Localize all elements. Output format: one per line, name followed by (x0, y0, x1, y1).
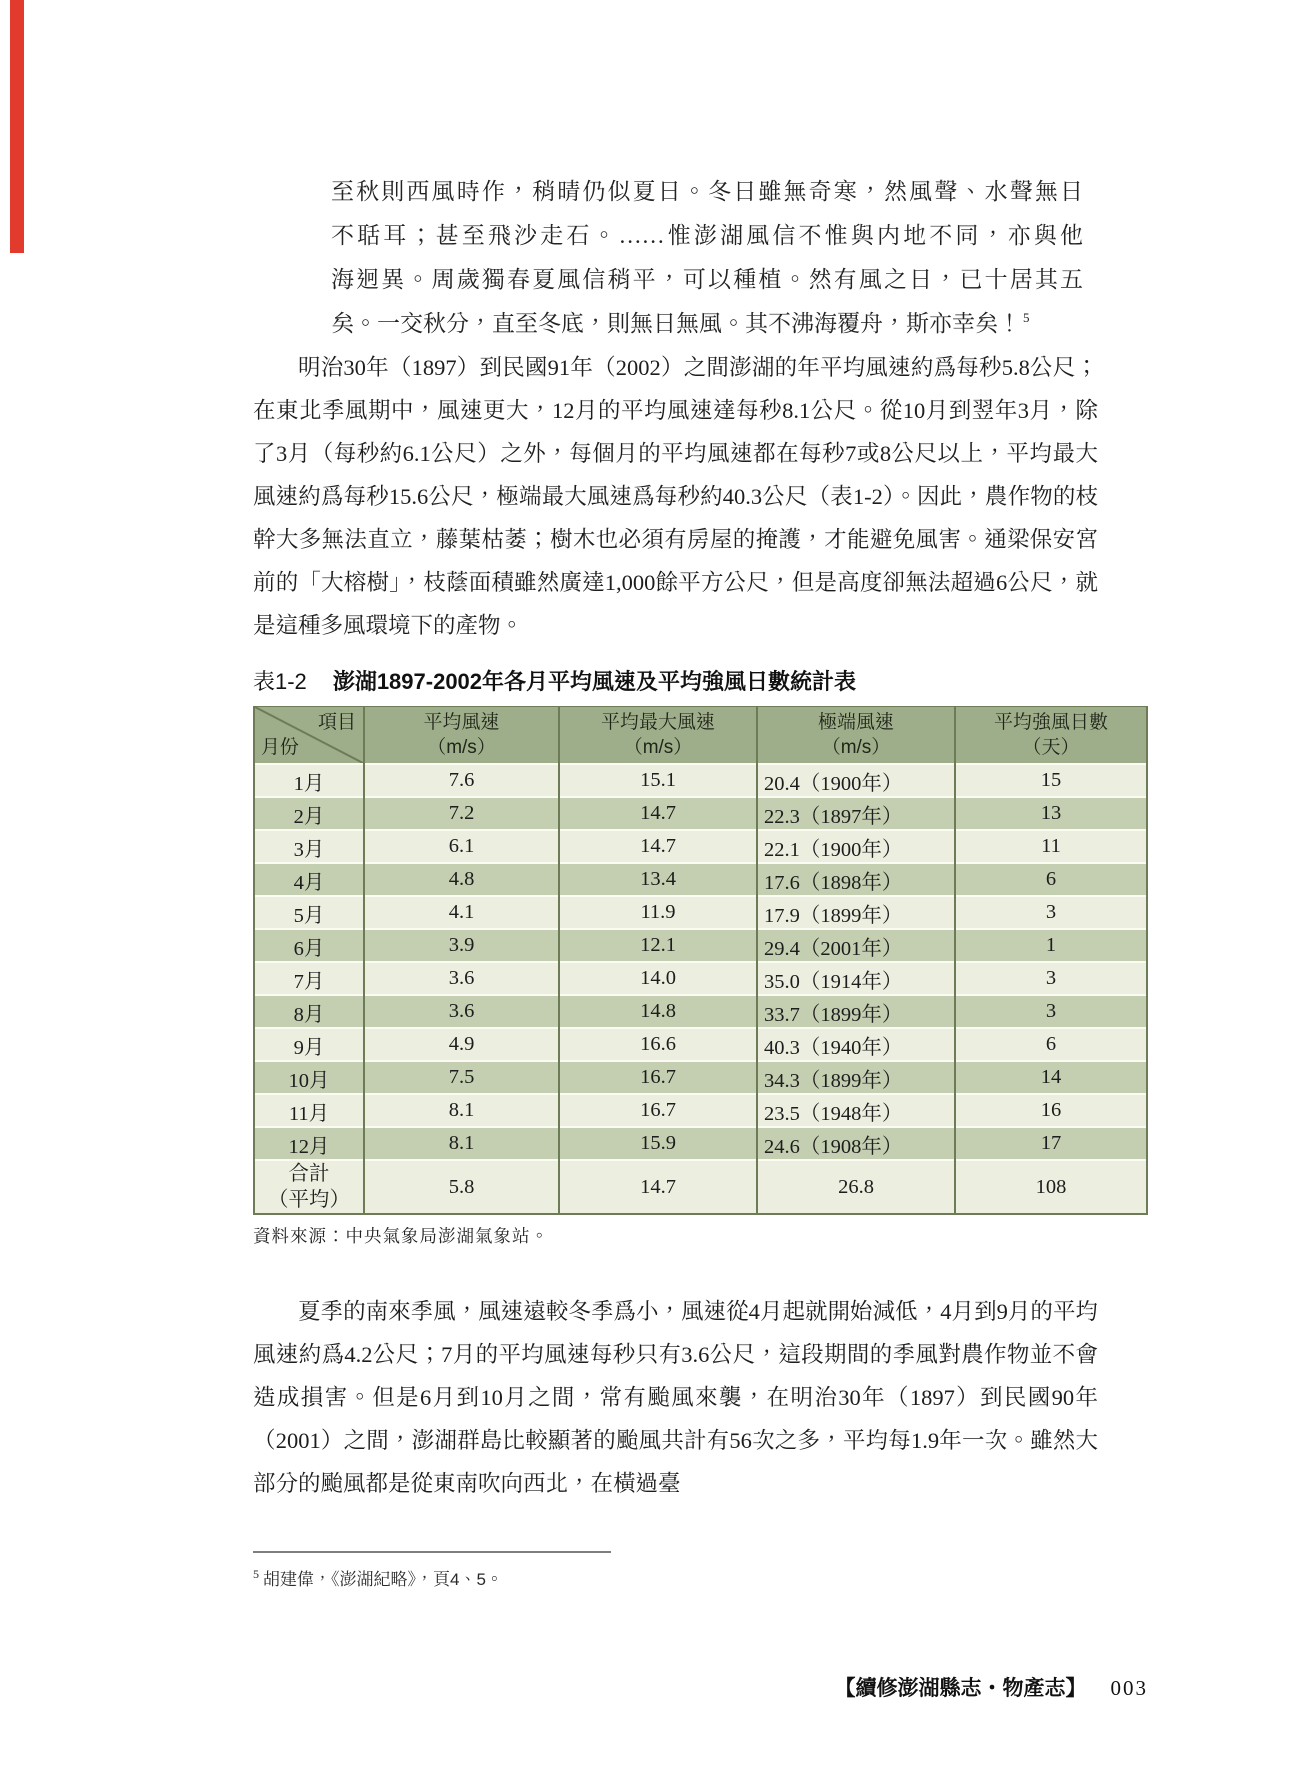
cell-avg-max-wind: 14.7 (559, 797, 757, 830)
cell-strong-wind-days: 6 (955, 1028, 1147, 1061)
cell-extreme-wind: 17.9（1899年） (757, 896, 955, 929)
cell-month: 7月 (254, 962, 364, 995)
quote-line: 海迥異。周歲獨春夏風信稍平，可以種植。然有風之日，已十居其五 (331, 267, 1083, 292)
cell-extreme-wind: 29.4（2001年） (757, 929, 955, 962)
cell-extreme-wind: 33.7（1899年） (757, 995, 955, 1028)
cell-avg-max-wind: 16.7 (559, 1061, 757, 1094)
cell-month: 4月 (254, 863, 364, 896)
cell-avg-wind: 7.5 (364, 1061, 559, 1094)
column-name: 平均風速 (423, 712, 500, 733)
table-block (253, 665, 1153, 1248)
cell-strong-wind-days: 3 (955, 995, 1147, 1028)
table-title: 澎湖1897-2002年各月平均風速及平均強風日數統計表 (332, 669, 857, 694)
cell-total-avg-max-wind: 14.7 (559, 1160, 757, 1214)
quote-line (331, 302, 1083, 346)
cell-avg-max-wind: 11.9 (559, 896, 757, 929)
table-total-section (254, 1160, 1147, 1214)
table-row (254, 764, 1147, 797)
table-row (254, 896, 1147, 929)
table-caption (253, 665, 1153, 696)
table-row (254, 1061, 1147, 1094)
footnote (253, 1565, 1153, 1590)
cell-month: 8月 (254, 995, 364, 1028)
quote-line: 至秋則西風時作，稍晴仍似夏日。冬日雖無奇寒，然風聲、水聲無日 (331, 179, 1083, 204)
cell-strong-wind-days: 6 (955, 863, 1147, 896)
cell-extreme-wind: 17.6（1898年） (757, 863, 955, 896)
table-row (254, 830, 1147, 863)
cell-strong-wind-days: 17 (955, 1127, 1147, 1160)
table-row (254, 797, 1147, 830)
cell-avg-wind: 3.6 (364, 962, 559, 995)
cell-avg-max-wind: 16.6 (559, 1028, 757, 1061)
page-content (253, 0, 1153, 1590)
footnote-reference: 5 (1023, 310, 1030, 326)
cell-extreme-wind: 24.6（1908年） (757, 1127, 955, 1160)
corner-header-cell (254, 707, 364, 765)
cell-strong-wind-days: 11 (955, 830, 1147, 863)
corner-label-item: 項目 (317, 712, 356, 733)
cell-extreme-wind: 40.3（1940年） (757, 1028, 955, 1061)
cell-avg-max-wind: 12.1 (559, 929, 757, 962)
table-row (254, 995, 1147, 1028)
quote-line: 不聒耳；甚至飛沙走石。……惟澎湖風信不惟與内地不同，亦與他 (331, 223, 1083, 248)
cell-month: 9月 (254, 1028, 364, 1061)
cell-avg-max-wind: 14.7 (559, 830, 757, 863)
column-name: 平均強風日數 (993, 712, 1108, 733)
footer-book-title: 【續修澎湖縣志・物產志】 (834, 1676, 1087, 1700)
total-label-top: 合計 (288, 1163, 330, 1185)
cell-strong-wind-days: 3 (955, 962, 1147, 995)
cell-extreme-wind: 20.4（1900年） (757, 764, 955, 797)
table-source-note: 資料來源：中央氣象局澎湖氣象站。 (253, 1226, 549, 1246)
cell-strong-wind-days: 16 (955, 1094, 1147, 1127)
cell-extreme-wind: 34.3（1899年） (757, 1061, 955, 1094)
cell-avg-wind: 4.8 (364, 863, 559, 896)
cell-avg-wind: 7.6 (364, 764, 559, 797)
cell-strong-wind-days: 1 (955, 929, 1147, 962)
cell-extreme-wind: 23.5（1948年） (757, 1094, 955, 1127)
cell-avg-wind: 3.6 (364, 995, 559, 1028)
table-row (254, 1127, 1147, 1160)
cell-month: 10月 (254, 1061, 364, 1094)
column-unit: （m/s） (821, 737, 891, 758)
table-row (254, 1094, 1147, 1127)
cell-month: 3月 (254, 830, 364, 863)
column-unit: （m/s） (427, 737, 496, 758)
red-edge-marker (10, 0, 24, 253)
cell-month: 6月 (254, 929, 364, 962)
cell-total-avg-wind: 5.8 (364, 1160, 559, 1214)
cell-avg-wind: 8.1 (364, 1094, 559, 1127)
footnote-divider (253, 1551, 611, 1553)
cell-avg-wind: 7.2 (364, 797, 559, 830)
cell-avg-max-wind: 14.8 (559, 995, 757, 1028)
cell-month: 11月 (254, 1094, 364, 1127)
classical-quote-block (331, 170, 1083, 346)
footnote-text: 胡建偉，《澎湖紀略》，頁4、5。 (263, 1570, 503, 1589)
cell-month: 12月 (254, 1127, 364, 1160)
column-name: 平均最大風速 (600, 712, 715, 733)
column-header-avg-max-wind (559, 707, 757, 765)
total-label-bottom: （平均） (268, 1189, 350, 1211)
cell-avg-wind: 6.1 (364, 830, 559, 863)
cell-avg-max-wind: 13.4 (559, 863, 757, 896)
cell-month: 5月 (254, 896, 364, 929)
table-body (254, 764, 1147, 1160)
footer-page-number: 003 (1110, 1676, 1148, 1700)
footnote-marker: 5 (253, 1567, 259, 1582)
cell-month: 2月 (254, 797, 364, 830)
cell-extreme-wind: 22.1（1900年） (757, 830, 955, 863)
table-row (254, 863, 1147, 896)
table-row (254, 1028, 1147, 1061)
cell-strong-wind-days: 3 (955, 896, 1147, 929)
cell-extreme-wind: 35.0（1914年） (757, 962, 955, 995)
cell-avg-wind: 3.9 (364, 929, 559, 962)
page-footer (0, 1672, 1148, 1702)
column-unit: （m/s） (623, 737, 693, 758)
cell-avg-max-wind: 14.0 (559, 962, 757, 995)
body-paragraph-wind-statistics: 明治30年（1897）到民國91年（2002）之間澎湖的年平均風速約爲每秒5.8公尺；在東北季風期中，風速更大，12月的平均風速達每秒8.1公尺。從10月到翌年3月，除了3月（每秒約6.1公尺）之外，每個月的平均風速都在每秒7或8公尺以上，平均最大風速約爲每秒15.6公尺，極端最大風速爲每秒約40.3公尺（表1-2）。因此，農作物的枝幹大多無法直立，藤葉枯萎；樹木也必須有房屋的掩護，才能避免風害。通梁保安宮前的「大榕樹」，枝蔭面積雖然廣達1,000餘平方公尺，但是高度卻無法超過6公尺，就是這種多風環境下的產物。 (253, 355, 1098, 638)
column-unit: （天） (1022, 737, 1080, 758)
column-header-avg-wind (364, 707, 559, 765)
wind-statistics-table (253, 706, 1148, 1215)
column-name: 極端風速 (817, 712, 894, 733)
cell-strong-wind-days: 13 (955, 797, 1147, 830)
cell-avg-wind: 4.1 (364, 896, 559, 929)
column-header-extreme-wind (757, 707, 955, 765)
table-total-row (254, 1160, 1147, 1214)
cell-strong-wind-days: 14 (955, 1061, 1147, 1094)
cell-avg-max-wind: 16.7 (559, 1094, 757, 1127)
cell-total-strong-wind-days: 108 (955, 1160, 1147, 1214)
body-paragraph-summer-monsoon: 夏季的南來季風，風速遠較冬季爲小，風速從4月起就開始減低，4月到9月的平均風速約爲4.2公尺；7月的平均風速每秒只有3.6公尺，這段期間的季風對農作物並不會造成損害。但是6月到10月之間，常有颱風來襲，在明治30年（1897）到民國90年（2001）之間，澎湖群島比較顯著的颱風共計有56次之多，平均每1.9年一次。雖然大部分的颱風都是從東南吹向西北，在橫過臺 (253, 1299, 1098, 1496)
corner-label-month: 月份 (261, 737, 300, 758)
cell-strong-wind-days: 15 (955, 764, 1147, 797)
table-label: 表1-2 (253, 669, 307, 694)
table-header (254, 707, 1147, 765)
cell-avg-max-wind: 15.1 (559, 764, 757, 797)
column-header-strong-wind-days (955, 707, 1147, 765)
table-row (254, 962, 1147, 995)
cell-total-extreme-wind: 26.8 (757, 1160, 955, 1214)
table-row (254, 929, 1147, 962)
cell-month: 1月 (254, 764, 364, 797)
cell-avg-wind: 4.9 (364, 1028, 559, 1061)
cell-extreme-wind: 22.3（1897年） (757, 797, 955, 830)
cell-avg-max-wind: 15.9 (559, 1127, 757, 1160)
cell-total-label (254, 1160, 364, 1214)
quote-text: 矣。一交秋分，直至冬底，則無日無風。其不沸海覆舟，斯亦幸矣！ (331, 311, 1021, 336)
cell-avg-wind: 8.1 (364, 1127, 559, 1160)
